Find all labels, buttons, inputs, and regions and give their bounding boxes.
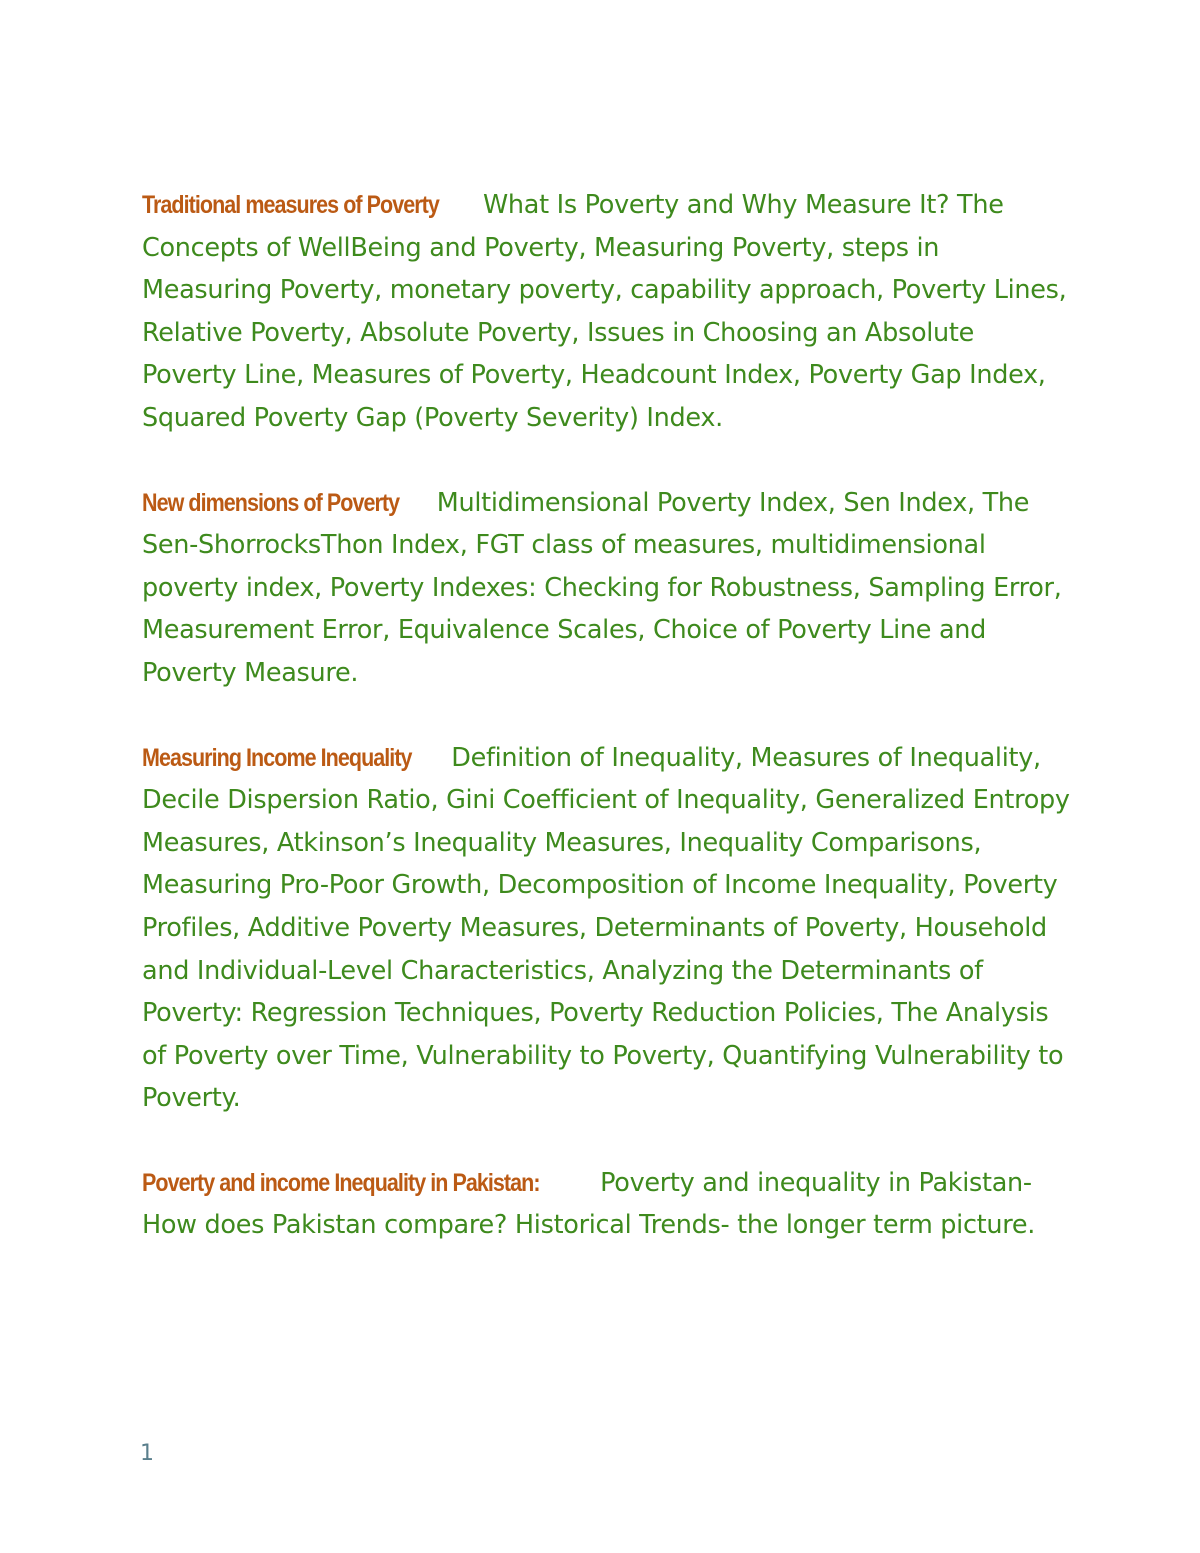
section-body: Definition of Inequality, Measures of Inequality, Decile Dispersion Ratio, Gini Coefficient of Inequality, Generalized Entropy Measures, Atkinson’s Inequality Measures, Inequality Comparisons, Measuring Pro-Poor Growth, Decomposition of Income Inequality, Poverty Profiles, Additive Poverty Measures, Determinants of Poverty, Household and Individual-Level Characteristics, Analyzing the Determinants of Poverty: Regression Techniques, Poverty Reduction Policies, The Analysis of Poverty over Time, Vulnerability to Poverty, Quantifying Vulnerability to Poverty.: [142, 742, 1070, 1114]
section-body: What Is Poverty and Why Measure It? The Concepts of WellBeing and Poverty, Measuring Poverty, steps in Measuring Poverty, monetary poverty, capability approach, Poverty Lines, Relative Poverty, Absolute Poverty, Issues in Choosing an Absolute Poverty Line, Measures of Poverty, Headcount Index, Poverty Gap Index, Squared Poverty Gap (Poverty Severity) Index.: [142, 190, 1067, 433]
page-number: 1: [140, 1441, 154, 1466]
section-measuring-income-inequality: [142, 737, 1072, 1120]
section-heading: Measuring Income Inequality: [142, 743, 412, 772]
section-poverty-and-income-inequality-in-pakistan: [142, 1162, 1072, 1247]
section-heading: Traditional measures of Poverty: [142, 191, 439, 219]
section-heading: New dimensions of Poverty: [142, 488, 400, 517]
section-body: Poverty and inequality in Pakistan- How does Pakistan compare? Historical Trends- the longer term picture.: [142, 1167, 1036, 1241]
section-traditional-measures-of-poverty: [142, 184, 1072, 440]
section-body: Multidimensional Poverty Index, Sen Index, The Sen-ShorrocksThon Index, FGT class of measures, multidimensional poverty index, Poverty Indexes: Checking for Robustness, Sampling Error, Measurement Error, Equivalence Scales, Choice of Poverty Line and Poverty Measure.: [142, 487, 1062, 688]
section-new-dimensions-of-poverty: [142, 482, 1072, 695]
section-heading: Poverty and income Inequality in Pakistan:: [142, 1168, 540, 1197]
document-content: [142, 184, 1072, 1247]
